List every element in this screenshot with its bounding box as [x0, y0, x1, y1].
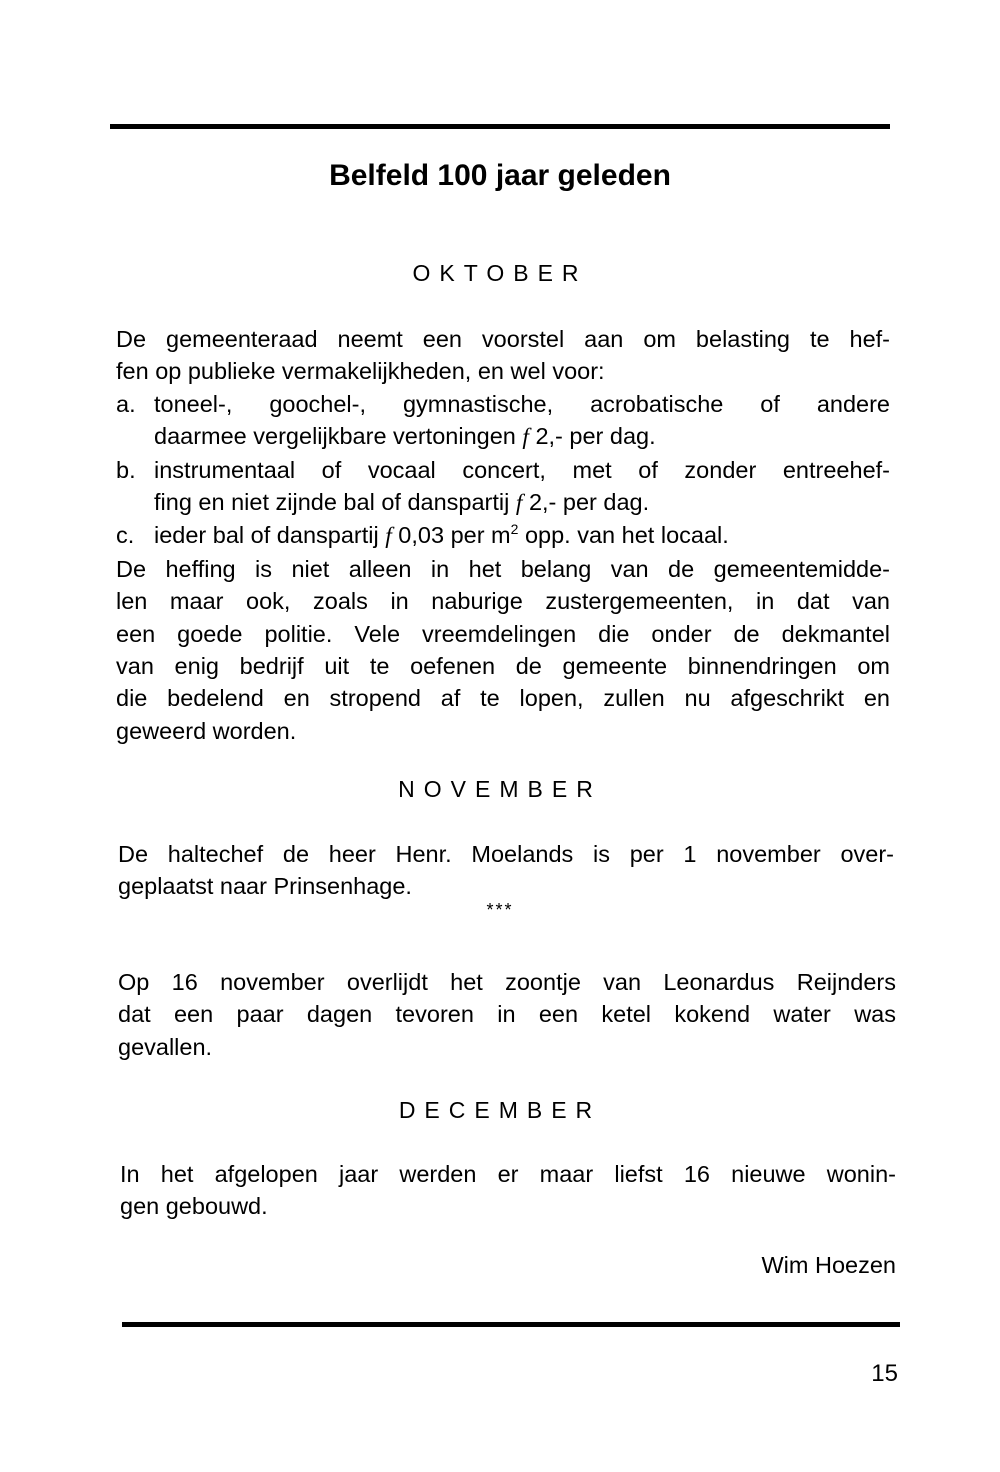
text-line: die bedelend en stropend af te lopen, zullen nu afgeschrikt en	[116, 685, 890, 712]
text-line: geweerd worden.	[116, 717, 297, 744]
december-para	[120, 1158, 896, 1223]
separator-asterisks: ***	[486, 900, 514, 920]
list-label: b.	[116, 456, 136, 483]
currency-symbol: f	[522, 424, 529, 451]
author-signature: Wim Hoezen	[761, 1252, 896, 1278]
text-line: fen op publieke vermakelijkheden, en wel voor:	[116, 358, 605, 385]
list-item-a	[116, 388, 890, 454]
list-label: c.	[116, 522, 135, 549]
november-para-1	[118, 838, 894, 903]
heading-oktober: OKTOBER	[412, 260, 588, 286]
text-line: gen gebouwd.	[120, 1193, 268, 1220]
page-number: 15	[871, 1360, 898, 1387]
text-line: De heffing is niet alleen in het belang van de gemeentemidde-	[116, 555, 890, 582]
text-line: De haltechef de heer Henr. Moelands is per 1 november over-	[118, 841, 894, 867]
list-label: a.	[116, 390, 136, 417]
text-line: fing en niet zijnde bal of danspartij f 2,- per dag.	[154, 489, 650, 517]
list-item-c	[116, 519, 890, 552]
superscript: 2	[510, 521, 519, 538]
text-line: len maar ook, zoals in naburige zustergemeenten, in dat van	[116, 588, 890, 615]
oktober-section	[116, 323, 890, 747]
currency-symbol: f	[515, 490, 523, 517]
text-line: toneel-, goochel-, gymnastische, acrobatische of andere	[154, 390, 890, 417]
text-line: In het afgelopen jaar werden er maar liefst 16 nieuwe wonin-	[120, 1161, 896, 1187]
text-line: dat een paar dagen tevoren in een ketel kokend water was	[118, 1001, 896, 1028]
text-line: Op 16 november overlijdt het zoontje van Leonardus Reijnders	[118, 969, 896, 995]
text-line: daarmee vergelijkbare vertoningen f 2,- per dag.	[154, 423, 656, 451]
text-line: gevallen.	[118, 1033, 213, 1060]
list-item-b	[116, 454, 890, 520]
heading-november: NOVEMBER	[398, 776, 602, 802]
text-line: instrumentaal of vocaal concert, met of zonder entreehef-	[154, 456, 890, 483]
text-line: van enig bedrijf uit te oefenen de gemeente binnendringen om	[116, 653, 890, 680]
text-line: een goede politie. Vele vreemdelingen die onder de dekmantel	[116, 620, 890, 647]
november-para-2	[118, 966, 896, 1063]
bottom-rule	[122, 1322, 900, 1327]
heading-december: DECEMBER	[398, 1097, 602, 1123]
top-rule	[110, 124, 890, 129]
text-line: ieder bal of danspartij f 0,03 per $m^2$ opp. van het locaal.	[154, 521, 729, 550]
text-line: geplaatst naar Prinsenhage.	[118, 873, 412, 900]
text-line: De gemeenteraad neemt een voorstel aan om belasting te hef-	[116, 326, 890, 352]
page-title: Belfeld 100 jaar geleden	[329, 159, 671, 192]
currency-symbol: f	[385, 523, 392, 550]
